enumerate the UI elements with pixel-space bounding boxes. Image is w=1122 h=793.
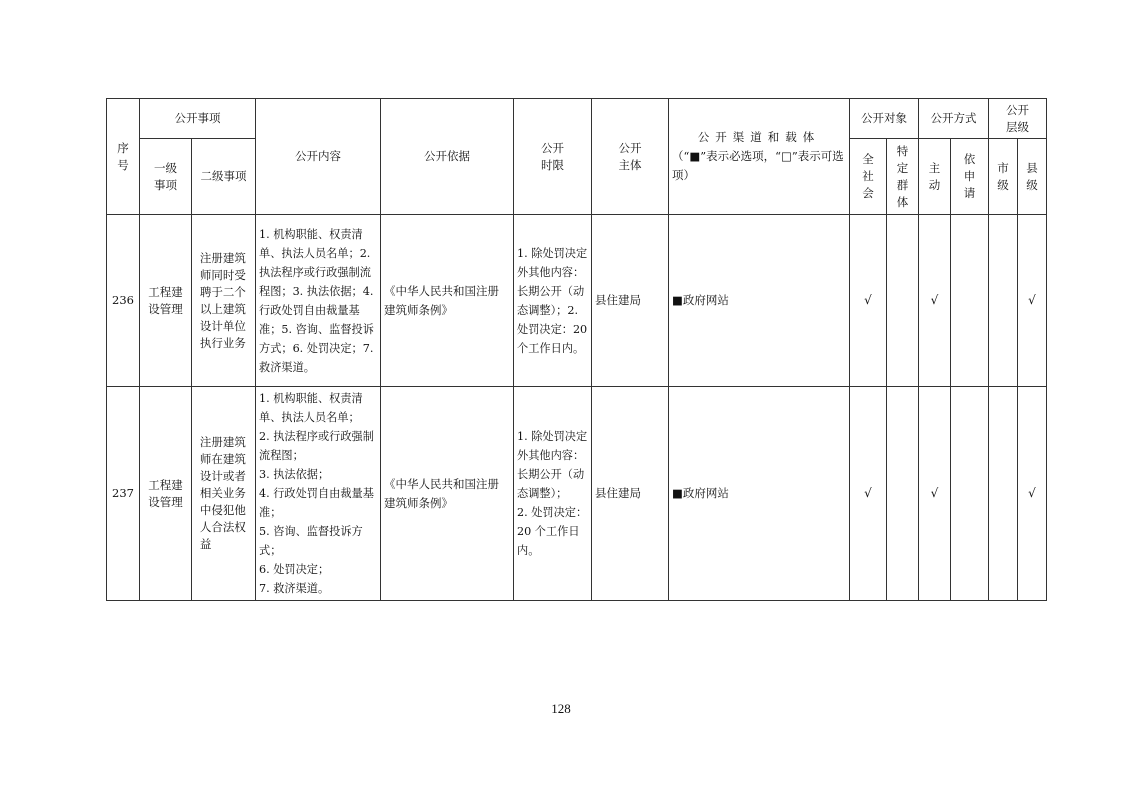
- header-channel: [669, 99, 850, 215]
- row-method-active-check: √: [919, 215, 951, 387]
- row-method-apply-check: [951, 215, 989, 387]
- header-object-group: 公开对象: [850, 99, 919, 139]
- content-line: 2. 执法程序或行政强制流程图；: [259, 430, 374, 462]
- content-line: 4. 行政处罚自由裁量基准；: [259, 487, 374, 519]
- content-line: 7. 救济渠道。: [259, 582, 330, 595]
- time-limit-line: 1. 除处罚决定外其他内容：长期公开（动态调整）；: [517, 430, 588, 500]
- row-object-all-check: √: [850, 215, 887, 387]
- disclosure-table: [106, 98, 1047, 601]
- header-basis: 公开依据: [381, 99, 514, 215]
- header-item-group: 公开事项: [140, 99, 256, 139]
- content-line: 1. 机构职能、权责清单、执法人员名单；: [259, 392, 363, 424]
- header-item-level1: 一级事项: [140, 139, 192, 215]
- header-level-group: 公开层级: [989, 99, 1047, 139]
- row-method-apply-check: [951, 387, 989, 601]
- content-line: 6. 处罚决定；: [259, 563, 330, 576]
- row-subject: 县住建局: [592, 215, 669, 387]
- header-object-all: 全社会: [850, 139, 887, 215]
- header-item-level2: 二级事项: [192, 139, 256, 215]
- row-subject: 县住建局: [592, 387, 669, 601]
- row-method-active-check: √: [919, 387, 951, 601]
- row-object-specific-check: [887, 215, 919, 387]
- row-channel: ■政府网站: [669, 215, 850, 387]
- header-content: 公开内容: [256, 99, 381, 215]
- page-number: 128: [551, 701, 571, 716]
- header-channel-title: 公开渠道和载体: [697, 130, 821, 144]
- row-object-specific-check: [887, 387, 919, 601]
- header-seq: 序号: [107, 99, 140, 215]
- time-limit-line: 2. 处罚决定：20 个工作日内。: [517, 506, 588, 557]
- row-level-county-check: √: [1018, 215, 1047, 387]
- header-subject: 公开主体: [592, 99, 669, 215]
- row-level2: 注册建筑师同时受聘于二个以上建筑设计单位执行业务: [192, 215, 256, 387]
- row-basis: 《中华人民共和国注册建筑师条例》: [381, 387, 514, 601]
- row-content: 1. 机构职能、权责清单、执法人员名单；2. 执法程序或行政强制流程图；3. 执法依据；4. 行政处罚自由裁量基准；5. 咨询、监督投诉方式；6. 处罚决定；7. 救济渠道。: [256, 215, 381, 387]
- row-level-city-check: [989, 215, 1018, 387]
- row-level-county-check: √: [1018, 387, 1047, 601]
- row-level1: 工程建设管理: [140, 387, 192, 601]
- row-channel: ■政府网站: [669, 387, 850, 601]
- row-level2: 注册建筑师在建筑设计或者相关业务中侵犯他人合法权益: [192, 387, 256, 601]
- row-time-limit: 1. 除处罚决定外其他内容：长期公开（动态调整）；2. 处罚决定：20 个工作日内。: [514, 215, 592, 387]
- content-line: 3. 执法依据；: [259, 468, 330, 481]
- row-seq: 236: [107, 215, 140, 387]
- table-row: [107, 387, 1047, 601]
- row-time-limit: [514, 387, 592, 601]
- header-level-city: 市级: [989, 139, 1018, 215]
- header-time-limit: 公开时限: [514, 99, 592, 215]
- header-method-group: 公开方式: [919, 99, 989, 139]
- table-row: [107, 215, 1047, 387]
- header-method-active: 主动: [919, 139, 951, 215]
- row-content: [256, 387, 381, 601]
- row-seq: 237: [107, 387, 140, 601]
- header-level-county: 县级: [1018, 139, 1047, 215]
- row-level1: 工程建设管理: [140, 215, 192, 387]
- content-line: 5. 咨询、监督投诉方式；: [259, 525, 363, 557]
- row-level-city-check: [989, 387, 1018, 601]
- header-channel-note: （“■”表示必选项，“□”表示可选项）: [672, 149, 844, 182]
- row-basis: 《中华人民共和国注册建筑师条例》: [381, 215, 514, 387]
- header-method-apply: 依申请: [951, 139, 989, 215]
- row-object-all-check: √: [850, 387, 887, 601]
- header-object-specific: 特定群体: [887, 139, 919, 215]
